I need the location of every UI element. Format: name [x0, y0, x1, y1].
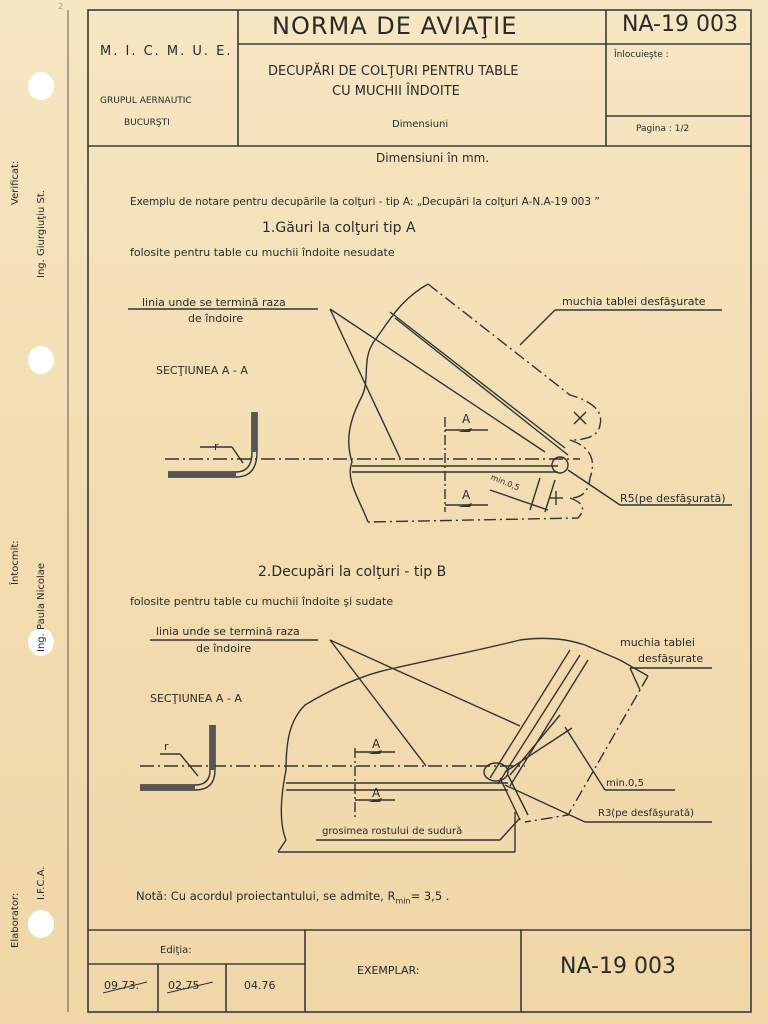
- s2-line-label: linia unde se termină raza: [156, 625, 300, 638]
- s2-r-label: r: [164, 740, 169, 753]
- s2-radius-label: R3(pe desfăşurată): [598, 808, 694, 819]
- s2-weld-label: grosimea rostului de sudură: [322, 826, 463, 837]
- footer-code: NA-19 003: [560, 954, 676, 979]
- units-note: Dimensiuni în mm.: [376, 151, 490, 165]
- s1-line-label2: de îndoire: [188, 312, 244, 325]
- s2-section-label: SECŢIUNEA A - A: [150, 692, 242, 705]
- section1-subtitle: folosite pentru table cu muchii îndoite nesudate: [130, 246, 395, 259]
- elaborator-name: I.F.C.A.: [36, 866, 47, 900]
- note-subscript: min: [395, 896, 411, 906]
- edition-1: 09.73.: [104, 979, 139, 992]
- drafted-label: Întocmit:: [10, 540, 21, 585]
- s2-edge-label2: desfăşurate: [638, 652, 704, 665]
- org-name: M. I. C. M. U. E.: [100, 44, 233, 59]
- section2-subtitle: folosite pentru table cu muchii îndoite şi sudate: [130, 595, 394, 608]
- note-main: Notă: Cu acordul proiectantului, se admite, R: [136, 889, 396, 903]
- replaces-label: Înlocuieşte :: [614, 50, 669, 60]
- s2-edge-label: muchia tablei: [620, 636, 695, 649]
- example-note: Exemplu de notare pentru decupările la colţuri - tip A: „Decupări la colţuri A-N.A-19 003 ”: [130, 196, 600, 208]
- s1-edge-label: muchia tablei desfăşurate: [562, 295, 706, 308]
- corner-mark: 2: [58, 2, 64, 11]
- s1-a-top: A: [462, 412, 471, 426]
- s1-a-bottom: A: [462, 488, 471, 502]
- edition-3: 04.76: [244, 979, 276, 992]
- norm-title: NORMA DE AVIAŢIE: [272, 12, 518, 40]
- doc-title-line2: CU MUCHII ÎNDOITE: [332, 84, 460, 99]
- edition-label: Ediţia:: [160, 945, 192, 956]
- group-name: GRUPUL AERNAUTIC: [100, 96, 192, 106]
- note-end: = 3,5 .: [410, 889, 450, 903]
- doc-subtitle: Dimensiuni: [392, 119, 449, 130]
- copy-label: EXEMPLAR:: [357, 964, 420, 977]
- s2-a-top: A: [372, 737, 381, 751]
- drafted-name: Ing. Paula Nicolae: [36, 562, 47, 652]
- doc-title-line1: DECUPĂRI DE COLŢURI PENTRU TABLE: [268, 64, 519, 79]
- s2-line-label2: de îndoire: [196, 642, 252, 655]
- note-text: [136, 889, 449, 905]
- elaborator-label: Elaborator:: [10, 892, 21, 948]
- figure-type-b: [140, 638, 712, 852]
- section1-title: 1.Găuri la colţuri tip A: [262, 220, 416, 236]
- s2-a-bottom: A: [372, 786, 381, 800]
- norm-code: NA-19 003: [622, 12, 738, 37]
- page-label: Pagina : 1/2: [636, 124, 690, 134]
- verified-label: Verificat:: [10, 160, 21, 205]
- s1-radius-label: R5(pe desfăşurată): [620, 492, 726, 505]
- s1-line-label: linia unde se termină raza: [142, 296, 286, 309]
- verified-name: Ing. Giurgiuţiu St.: [36, 190, 47, 278]
- s1-r-label: r: [214, 440, 219, 453]
- s2-min-label: min.0,5: [606, 778, 644, 789]
- section2-title: 2.Decupări la colţuri - tip B: [258, 564, 447, 580]
- city-name: BUCURŞTI: [124, 118, 170, 128]
- edition-2: 02.75: [168, 979, 200, 992]
- s1-min-label: min.0,5: [489, 472, 521, 493]
- s1-section-label: SECŢIUNEA A - A: [156, 364, 248, 377]
